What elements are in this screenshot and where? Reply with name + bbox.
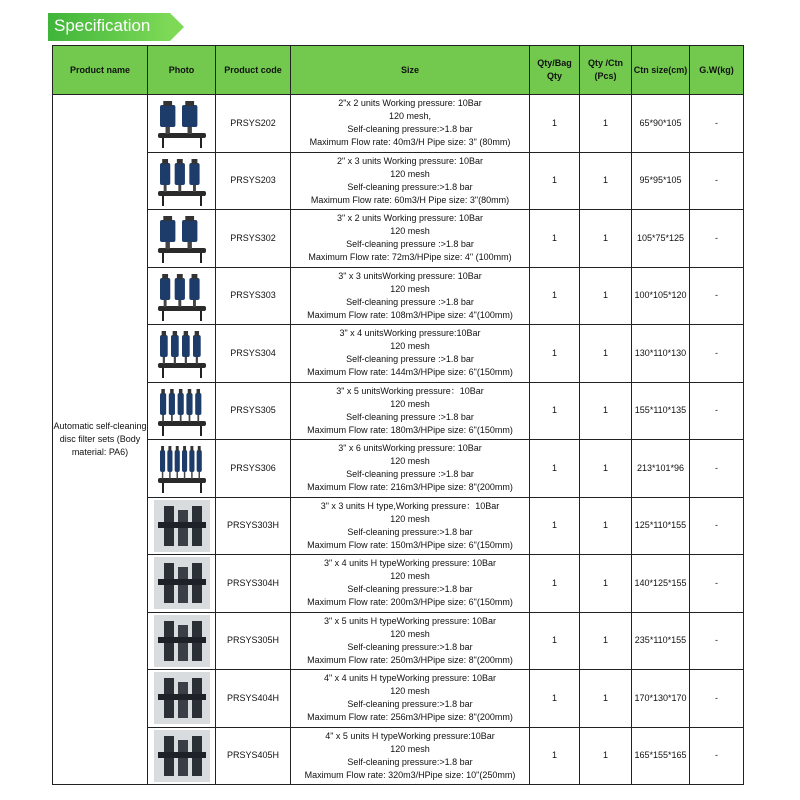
table-row: [53, 382, 744, 440]
size-line: Self-cleaning pressure :>1.8 bar: [346, 296, 474, 307]
product-photo: [148, 440, 216, 498]
size-line: Self-cleaning pressure :>1.8 bar: [346, 354, 474, 365]
product-code-cell: PRSYS306: [216, 440, 291, 498]
table-row: [53, 497, 744, 555]
size-line: 2" x 3 units Working pressure: 10Bar: [336, 155, 484, 166]
product-photo: [148, 152, 216, 210]
ctn-size-cell: 125*110*155: [632, 497, 690, 555]
size-line: 120 mesh: [390, 628, 430, 639]
size-line: 120 mesh: [390, 571, 430, 582]
ctn-size-cell: 170*130*170: [632, 670, 690, 728]
size-cell: [291, 210, 530, 268]
size-line: Self-cleaning pressure:>1.8 bar: [347, 756, 473, 767]
size-line: 120 mesh: [390, 513, 430, 524]
size-line: Maximum Flow rate: 108m3/HPipe size: 4"(100mm): [307, 309, 513, 320]
size-line: 3" x 5 units H typeWorking pressure: 10Bar: [323, 615, 497, 626]
size-line: Self-cleaning pressure :>1.8 bar: [346, 239, 474, 250]
ctn-size-cell: 165*155*165: [632, 727, 690, 785]
ctn-size-cell: 140*125*155: [632, 555, 690, 613]
table-row: [53, 670, 744, 728]
header-product-name: Product name: [53, 46, 148, 95]
size-line: Maximum Flow rate: 60m3/H Pipe size: 3"(80mm): [310, 194, 510, 205]
header-size: Size: [291, 46, 530, 95]
size-line: Maximum Flow rate: 40m3/H Pipe size: 3" (80mm): [309, 137, 511, 148]
qty-ctn-cell: 1: [580, 727, 632, 785]
size-line: Self-cleaning pressure :>1.8 bar: [346, 411, 474, 422]
product-name-cell: Automatic self-cleaning disc filter sets (Body material: PA6): [53, 95, 148, 785]
size-line: 3" x 3 unitsWorking pressure: 10Bar: [338, 270, 482, 281]
qty-bag-cell: 1: [530, 210, 580, 268]
size-cell: [291, 670, 530, 728]
size-line: 120 mesh: [390, 398, 430, 409]
qty-bag-cell: 1: [530, 95, 580, 153]
gw-cell: -: [690, 210, 744, 268]
qty-bag-cell: 1: [530, 267, 580, 325]
table-row: [53, 612, 744, 670]
size-line: 120 mesh: [390, 686, 430, 697]
qty-bag-cell: 1: [530, 440, 580, 498]
table-row: [53, 210, 744, 268]
header-qty-bag: Qty/Bag Qty: [530, 46, 580, 95]
size-cell: [291, 555, 530, 613]
qty-bag-cell: 1: [530, 670, 580, 728]
size-line: 120 mesh,: [388, 111, 432, 122]
size-line: 120 mesh: [390, 283, 430, 294]
qty-bag-cell: 1: [530, 382, 580, 440]
product-code-cell: PRSYS304H: [216, 555, 291, 613]
product-photo: [148, 497, 216, 555]
gw-cell: -: [690, 325, 744, 383]
product-code-cell: PRSYS202: [216, 95, 291, 153]
size-line: 4" x 5 units H typeWorking pressure:10Bar: [325, 730, 495, 741]
qty-bag-cell: 1: [530, 497, 580, 555]
product-code-cell: PRSYS303H: [216, 497, 291, 555]
ctn-size-cell: 155*110*135: [632, 382, 690, 440]
product-photo: [148, 267, 216, 325]
size-line: Self-cleaning pressure:>1.8 bar: [347, 526, 473, 537]
product-photo: [148, 612, 216, 670]
product-code-cell: PRSYS404H: [216, 670, 291, 728]
size-cell: [291, 497, 530, 555]
gw-cell: -: [690, 555, 744, 613]
size-line: Maximum Flow rate: 180m3/HPipe size: 6"(150mm): [307, 424, 513, 435]
size-line: Self-cleaning pressure:>1.8 bar: [347, 181, 473, 192]
qty-ctn-cell: 1: [580, 325, 632, 383]
size-line: Maximum Flow rate: 320m3/HPipe size: 10"(250mm): [304, 769, 516, 780]
qty-ctn-cell: 1: [580, 612, 632, 670]
size-cell: [291, 152, 530, 210]
size-cell: [291, 382, 530, 440]
product-code-cell: PRSYS305H: [216, 612, 291, 670]
size-line: 4" x 4 units H typeWorking pressure: 10Bar: [323, 673, 497, 684]
size-line: Maximum Flow rate: 144m3/HPipe size: 6"(150mm): [307, 367, 513, 378]
qty-bag-cell: 1: [530, 555, 580, 613]
banner-title: Specification: [54, 16, 151, 35]
size-line: Self-cleaning pressure:>1.8 bar: [347, 124, 473, 135]
ctn-size-cell: 130*110*130: [632, 325, 690, 383]
product-photo: [148, 210, 216, 268]
gw-cell: -: [690, 152, 744, 210]
qty-ctn-cell: 1: [580, 210, 632, 268]
table-row: [53, 727, 744, 785]
product-photo: [148, 555, 216, 613]
size-line: Self-cleaning pressure:>1.8 bar: [347, 584, 473, 595]
size-line: 3" x 5 unitsWorking pressure：10Bar: [336, 385, 484, 396]
qty-bag-cell: 1: [530, 325, 580, 383]
qty-bag-cell: 1: [530, 727, 580, 785]
size-line: Maximum Flow rate: 72m3/HPipe size: 4" (100mm): [308, 252, 512, 263]
gw-cell: -: [690, 670, 744, 728]
size-line: 120 mesh: [390, 226, 430, 237]
header-row: [53, 46, 744, 95]
qty-ctn-cell: 1: [580, 152, 632, 210]
product-code-cell: PRSYS302: [216, 210, 291, 268]
size-line: Self-cleaning pressure:>1.8 bar: [347, 699, 473, 710]
size-line: 3" x 3 units H type,Working pressure：10Bar: [320, 500, 500, 511]
qty-ctn-cell: 1: [580, 267, 632, 325]
table-row: [53, 267, 744, 325]
header-gw: G.W(kg): [690, 46, 744, 95]
ctn-size-cell: 65*90*105: [632, 95, 690, 153]
qty-bag-cell: 1: [530, 152, 580, 210]
size-line: 3" x 6 unitsWorking pressure: 10Bar: [338, 443, 482, 454]
header-product-code: Product code: [216, 46, 291, 95]
qty-ctn-cell: 1: [580, 382, 632, 440]
product-code-cell: PRSYS203: [216, 152, 291, 210]
size-line: Maximum Flow rate: 256m3/HPipe size: 8"(200mm): [307, 712, 513, 723]
table-row: [53, 555, 744, 613]
product-photo: [148, 325, 216, 383]
qty-ctn-cell: 1: [580, 555, 632, 613]
qty-ctn-cell: 1: [580, 95, 632, 153]
size-line: Maximum Flow rate: 216m3/HPipe size: 8"(200mm): [307, 482, 513, 493]
size-line: Self-cleaning pressure:>1.8 bar: [347, 641, 473, 652]
header-photo: Photo: [148, 46, 216, 95]
qty-ctn-cell: 1: [580, 497, 632, 555]
size-cell: [291, 325, 530, 383]
size-cell: [291, 612, 530, 670]
product-code-cell: PRSYS405H: [216, 727, 291, 785]
specification-banner: [48, 13, 170, 41]
header-ctn-size: Ctn size(cm): [632, 46, 690, 95]
table-row: [53, 95, 744, 153]
size-cell: [291, 267, 530, 325]
size-line: 3" x 2 units Working pressure: 10Bar: [336, 213, 484, 224]
gw-cell: -: [690, 727, 744, 785]
size-cell: [291, 727, 530, 785]
table-row: [53, 325, 744, 383]
gw-cell: -: [690, 382, 744, 440]
header-qty-ctn: Qty /Ctn (Pcs): [580, 46, 632, 95]
size-line: 2"x 2 units Working pressure: 10Bar: [338, 98, 482, 109]
gw-cell: -: [690, 440, 744, 498]
gw-cell: -: [690, 612, 744, 670]
product-photo: [148, 670, 216, 728]
size-cell: [291, 440, 530, 498]
size-line: 120 mesh: [390, 743, 430, 754]
gw-cell: -: [690, 95, 744, 153]
size-cell: [291, 95, 530, 153]
size-line: 120 mesh: [390, 341, 430, 352]
table-row: [53, 152, 744, 210]
size-line: Maximum Flow rate: 250m3/HPipe size: 8"(200mm): [307, 654, 513, 665]
ctn-size-cell: 100*105*120: [632, 267, 690, 325]
size-line: 3" x 4 unitsWorking pressure:10Bar: [339, 328, 481, 339]
ctn-size-cell: 95*95*105: [632, 152, 690, 210]
qty-ctn-cell: 1: [580, 440, 632, 498]
size-line: Maximum Flow rate: 200m3/HPipe size: 6"(150mm): [307, 597, 513, 608]
product-code-cell: PRSYS304: [216, 325, 291, 383]
size-line: 3" x 4 units H typeWorking pressure: 10Bar: [323, 558, 497, 569]
size-line: 120 mesh: [390, 168, 430, 179]
specification-table: [52, 45, 744, 785]
gw-cell: -: [690, 497, 744, 555]
ctn-size-cell: 105*75*125: [632, 210, 690, 268]
product-photo: [148, 727, 216, 785]
size-line: Self-cleaning pressure :>1.8 bar: [346, 469, 474, 480]
product-code-cell: PRSYS305: [216, 382, 291, 440]
gw-cell: -: [690, 267, 744, 325]
size-line: Maximum Flow rate: 150m3/HPipe size: 6"(150mm): [307, 539, 513, 550]
product-photo: [148, 382, 216, 440]
ctn-size-cell: 235*110*155: [632, 612, 690, 670]
product-code-cell: PRSYS303: [216, 267, 291, 325]
ctn-size-cell: 213*101*96: [632, 440, 690, 498]
qty-bag-cell: 1: [530, 612, 580, 670]
product-photo: [148, 95, 216, 153]
qty-ctn-cell: 1: [580, 670, 632, 728]
size-line: 120 mesh: [390, 456, 430, 467]
table-row: [53, 440, 744, 498]
